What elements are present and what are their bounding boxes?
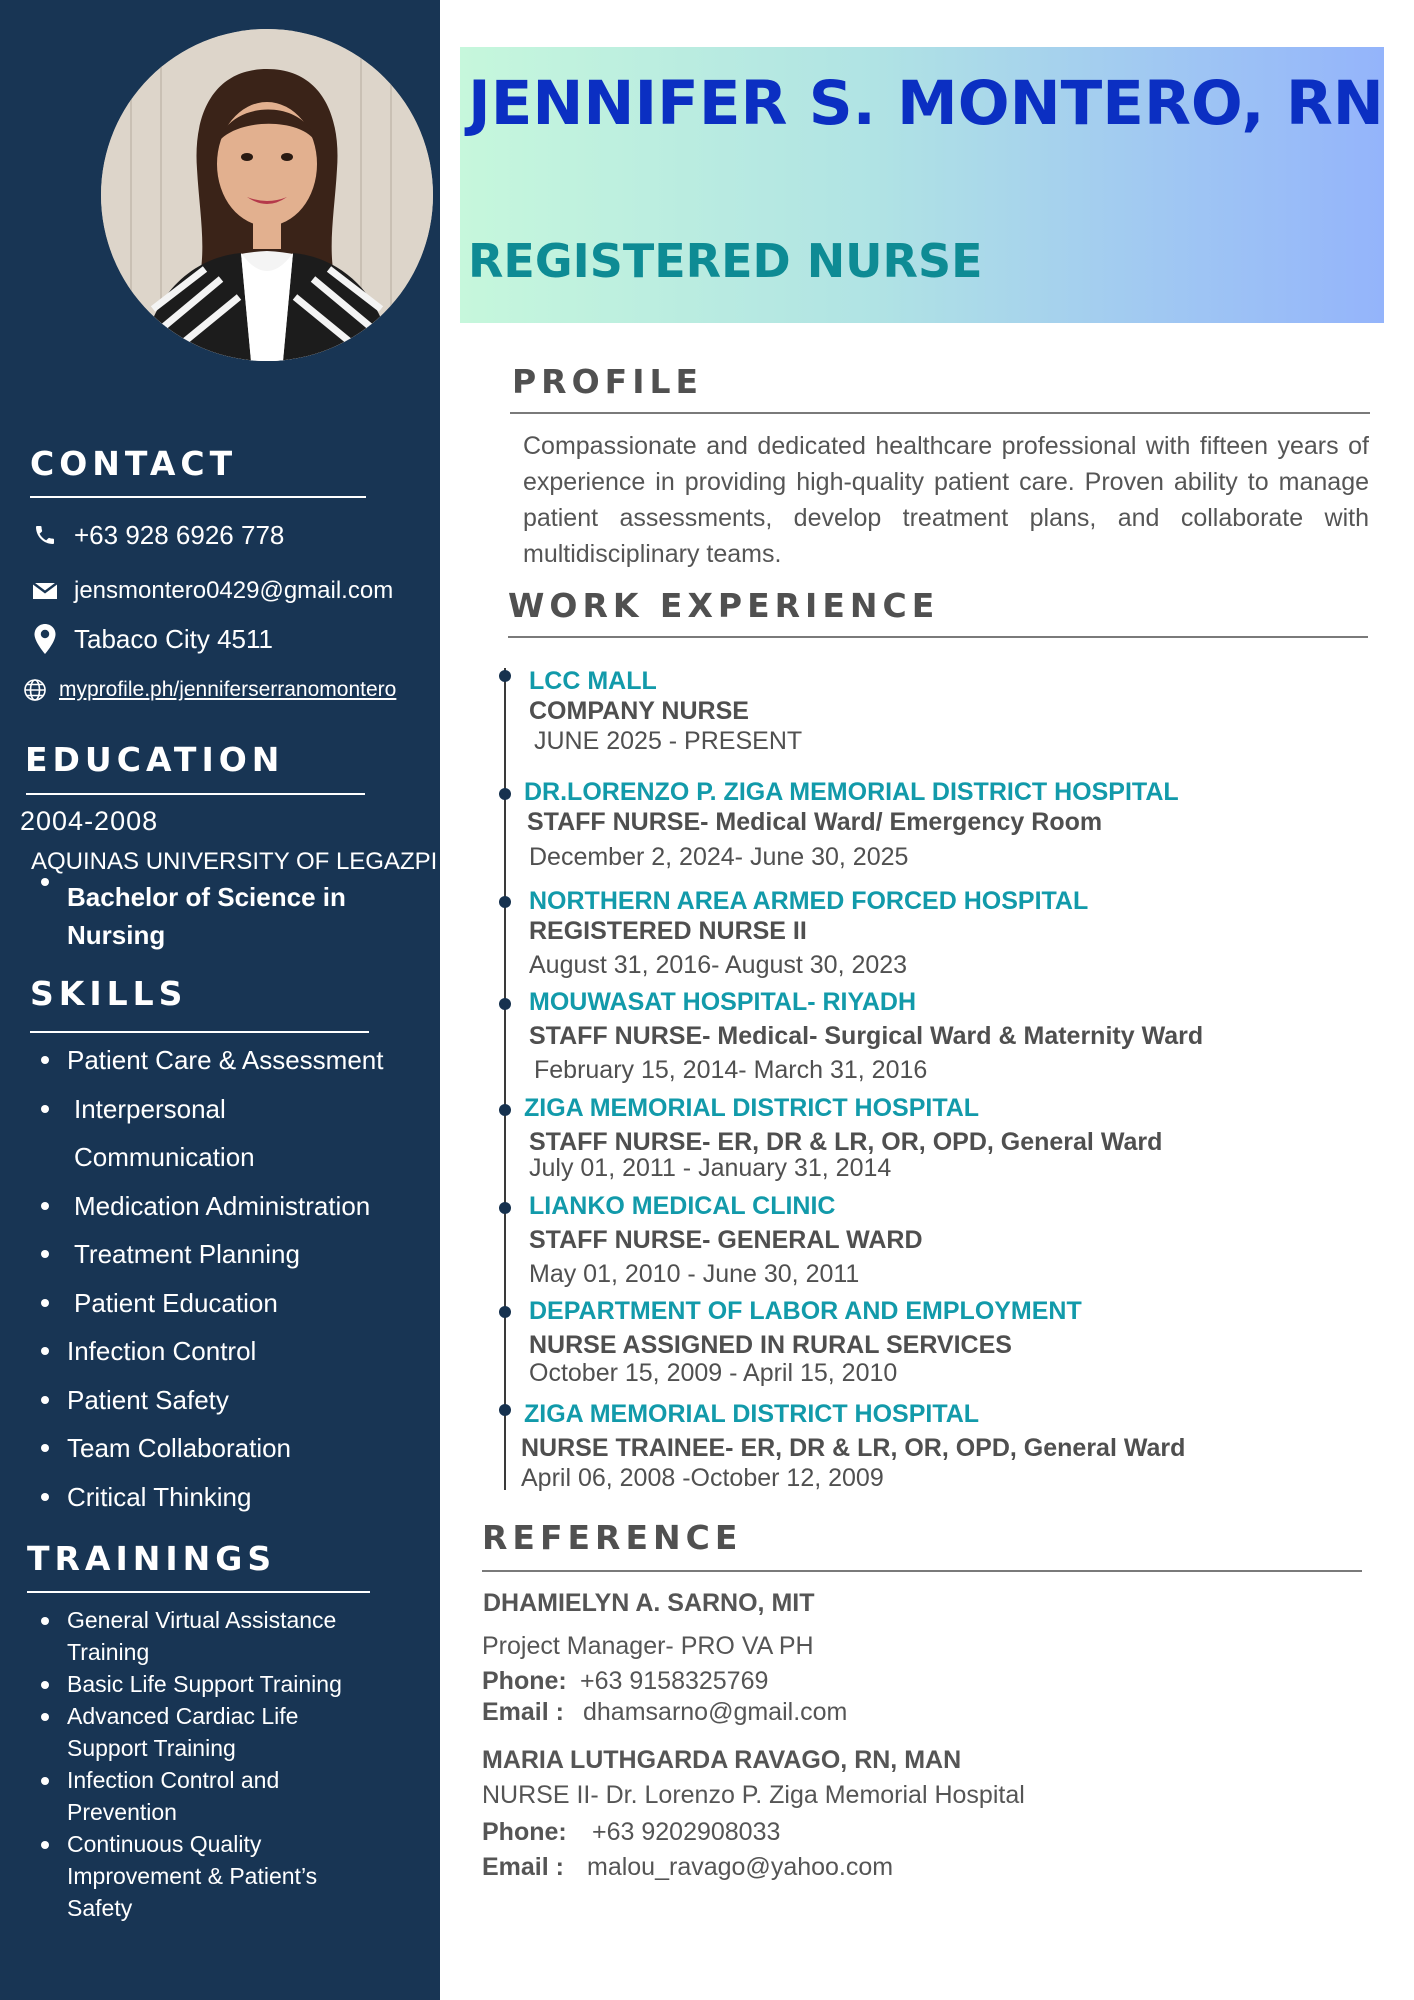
job-dates: October 15, 2009 - April 15, 2010 <box>529 1359 898 1387</box>
globe-icon <box>20 673 50 707</box>
reference-phone-value: +63 9202908033 <box>592 1818 781 1846</box>
job-dates: July 01, 2011 - January 31, 2014 <box>529 1154 892 1182</box>
skill-item: Critical Thinking <box>31 1473 401 1522</box>
phone-label: Phone: <box>482 1818 567 1846</box>
job-company: DR.LORENZO P. ZIGA MEMORIAL DISTRICT HOSPITAL <box>524 778 1179 806</box>
phone-label: Phone: <box>482 1667 567 1695</box>
timeline-dot <box>499 998 511 1010</box>
job-dates: April 06, 2008 -October 12, 2009 <box>521 1464 884 1492</box>
job-title: COMPANY NURSE <box>529 697 749 725</box>
profile-heading: PROFILE <box>512 362 704 401</box>
education-years: 2004-2008 <box>20 806 159 836</box>
skill-item: Patient Education <box>31 1279 401 1328</box>
email-label: Email : <box>482 1698 564 1726</box>
reference-role: NURSE II- Dr. Lorenzo P. Ziga Memorial Hospital <box>482 1781 1025 1809</box>
skill-item: Infection Control <box>31 1327 401 1376</box>
education-degree <box>31 878 381 954</box>
reference-email <box>482 1698 847 1727</box>
timeline-dot <box>499 1306 511 1318</box>
job-company: ZIGA MEMORIAL DISTRICT HOSPITAL <box>524 1400 980 1428</box>
job-dates: May 01, 2010 - June 30, 2011 <box>529 1260 860 1288</box>
reference-phone <box>482 1667 768 1696</box>
job-title: REGISTERED NURSE II <box>529 917 807 945</box>
timeline-dot <box>499 788 511 800</box>
contact-location <box>28 622 273 656</box>
candidate-title: REGISTERED NURSE <box>468 234 983 288</box>
timeline-dot <box>499 670 511 682</box>
timeline-dot <box>499 1104 511 1116</box>
education-heading: EDUCATION <box>25 740 285 779</box>
reference-phone <box>482 1818 780 1847</box>
contact-website <box>20 673 396 707</box>
trainings-divider <box>27 1591 370 1593</box>
candidate-name: JENNIFER S. MONTERO, RN <box>468 68 1384 139</box>
profile-photo <box>101 29 433 361</box>
education-school: AQUINAS UNIVERSITY OF LEGAZPI <box>31 848 438 875</box>
timeline-dot <box>499 896 511 908</box>
location-text: Tabaco City 4511 <box>74 623 273 654</box>
job-company: MOUWASAT HOSPITAL- RIYADH <box>529 988 917 1016</box>
phone-icon <box>28 518 62 552</box>
profile-photo-illustration <box>101 29 433 361</box>
contact-divider <box>30 496 366 498</box>
trainings-heading: TRAININGS <box>27 1539 277 1578</box>
training-item: Continuous Quality Improvement & Patient’s Safety <box>31 1828 331 1924</box>
timeline-dot <box>499 1202 511 1214</box>
reference-name: DHAMIELYN A. SARNO, MIT <box>483 1589 815 1617</box>
skills-divider <box>30 1031 369 1033</box>
trainings-list <box>31 1604 361 1924</box>
work-experience-heading: WORK EXPERIENCE <box>508 586 940 625</box>
skill-item: Interpersonal Communication <box>31 1085 291 1182</box>
job-title: STAFF NURSE- Medical Ward/ Emergency Room <box>527 808 1103 836</box>
job-title: STAFF NURSE- Medical- Surgical Ward & Maternity Ward <box>529 1022 1204 1050</box>
job-company: LIANKO MEDICAL CLINIC <box>529 1192 836 1220</box>
job-dates: August 31, 2016- August 30, 2023 <box>529 951 908 979</box>
job-title: STAFF NURSE- GENERAL WARD <box>529 1226 923 1254</box>
profile-divider <box>510 412 1370 414</box>
job-title: NURSE ASSIGNED IN RURAL SERVICES <box>529 1331 1012 1359</box>
reference-name: MARIA LUTHGARDA RAVAGO, RN, MAN <box>482 1746 962 1774</box>
job-dates: JUNE 2025 - PRESENT <box>534 727 803 755</box>
job-title: STAFF NURSE- ER, DR & LR, OR, OPD, General Ward <box>529 1128 1163 1156</box>
profile-summary: Compassionate and dedicated healthcare professional with fifteen years of experience in providing high-quality patient care. Proven ability to manage patient assessments, develop treatment plans, and collaborate with multidisciplinary teams. <box>523 432 1369 568</box>
contact-phone <box>28 518 284 552</box>
training-item: Advanced Cardiac Life Support Training <box>31 1700 361 1764</box>
skill-item: Team Collaboration <box>31 1424 401 1473</box>
reference-email-value[interactable]: dhamsarno@gmail.com <box>583 1698 848 1726</box>
reference-heading: REFERENCE <box>482 1518 743 1557</box>
job-company: DEPARTMENT OF LABOR AND EMPLOYMENT <box>529 1297 1082 1325</box>
email-address[interactable]: jensmontero0429@gmail.com <box>74 577 394 604</box>
reference-divider <box>482 1570 1362 1572</box>
work-experience-divider <box>508 636 1368 638</box>
job-company: NORTHERN AREA ARMED FORCED HOSPITAL <box>529 887 1089 915</box>
job-dates: December 2, 2024- June 30, 2025 <box>529 843 909 871</box>
skill-item: Patient Safety <box>31 1376 401 1425</box>
skill-item: Patient Care & Assessment <box>31 1036 401 1085</box>
job-company: ZIGA MEMORIAL DISTRICT HOSPITAL <box>524 1094 980 1122</box>
job-dates: February 15, 2014- March 31, 2016 <box>534 1056 928 1084</box>
timeline-dot <box>499 1404 511 1416</box>
contact-email <box>28 574 393 608</box>
phone-number: +63 928 6926 778 <box>74 519 285 550</box>
email-label: Email : <box>482 1853 564 1881</box>
skill-item: Medication Administration <box>31 1182 401 1231</box>
job-company: LCC MALL <box>529 667 657 695</box>
sidebar <box>0 0 440 2000</box>
reference-role: Project Manager- PRO VA PH <box>482 1632 814 1660</box>
training-item: Basic Life Support Training <box>31 1668 361 1700</box>
reference-phone-value: +63 9158325769 <box>580 1667 769 1695</box>
reference-email <box>482 1853 893 1882</box>
skill-item: Treatment Planning <box>31 1230 401 1279</box>
mail-icon <box>28 574 62 608</box>
job-title: NURSE TRAINEE- ER, DR & LR, OR, OPD, General Ward <box>521 1434 1186 1462</box>
skills-list <box>31 1036 401 1521</box>
training-item: Infection Control and Prevention <box>31 1764 361 1828</box>
reference-email-value[interactable]: malou_ravago@yahoo.com <box>587 1853 894 1881</box>
location-pin-icon <box>28 622 62 656</box>
skills-heading: SKILLS <box>30 974 188 1013</box>
degree-item: Bachelor of Science in Nursing <box>31 878 381 954</box>
training-item: General Virtual Assistance Training <box>31 1604 361 1668</box>
website-link[interactable]: myprofile.ph/jenniferserranomontero <box>59 678 397 701</box>
contact-heading: CONTACT <box>30 444 238 483</box>
education-divider <box>26 793 365 795</box>
